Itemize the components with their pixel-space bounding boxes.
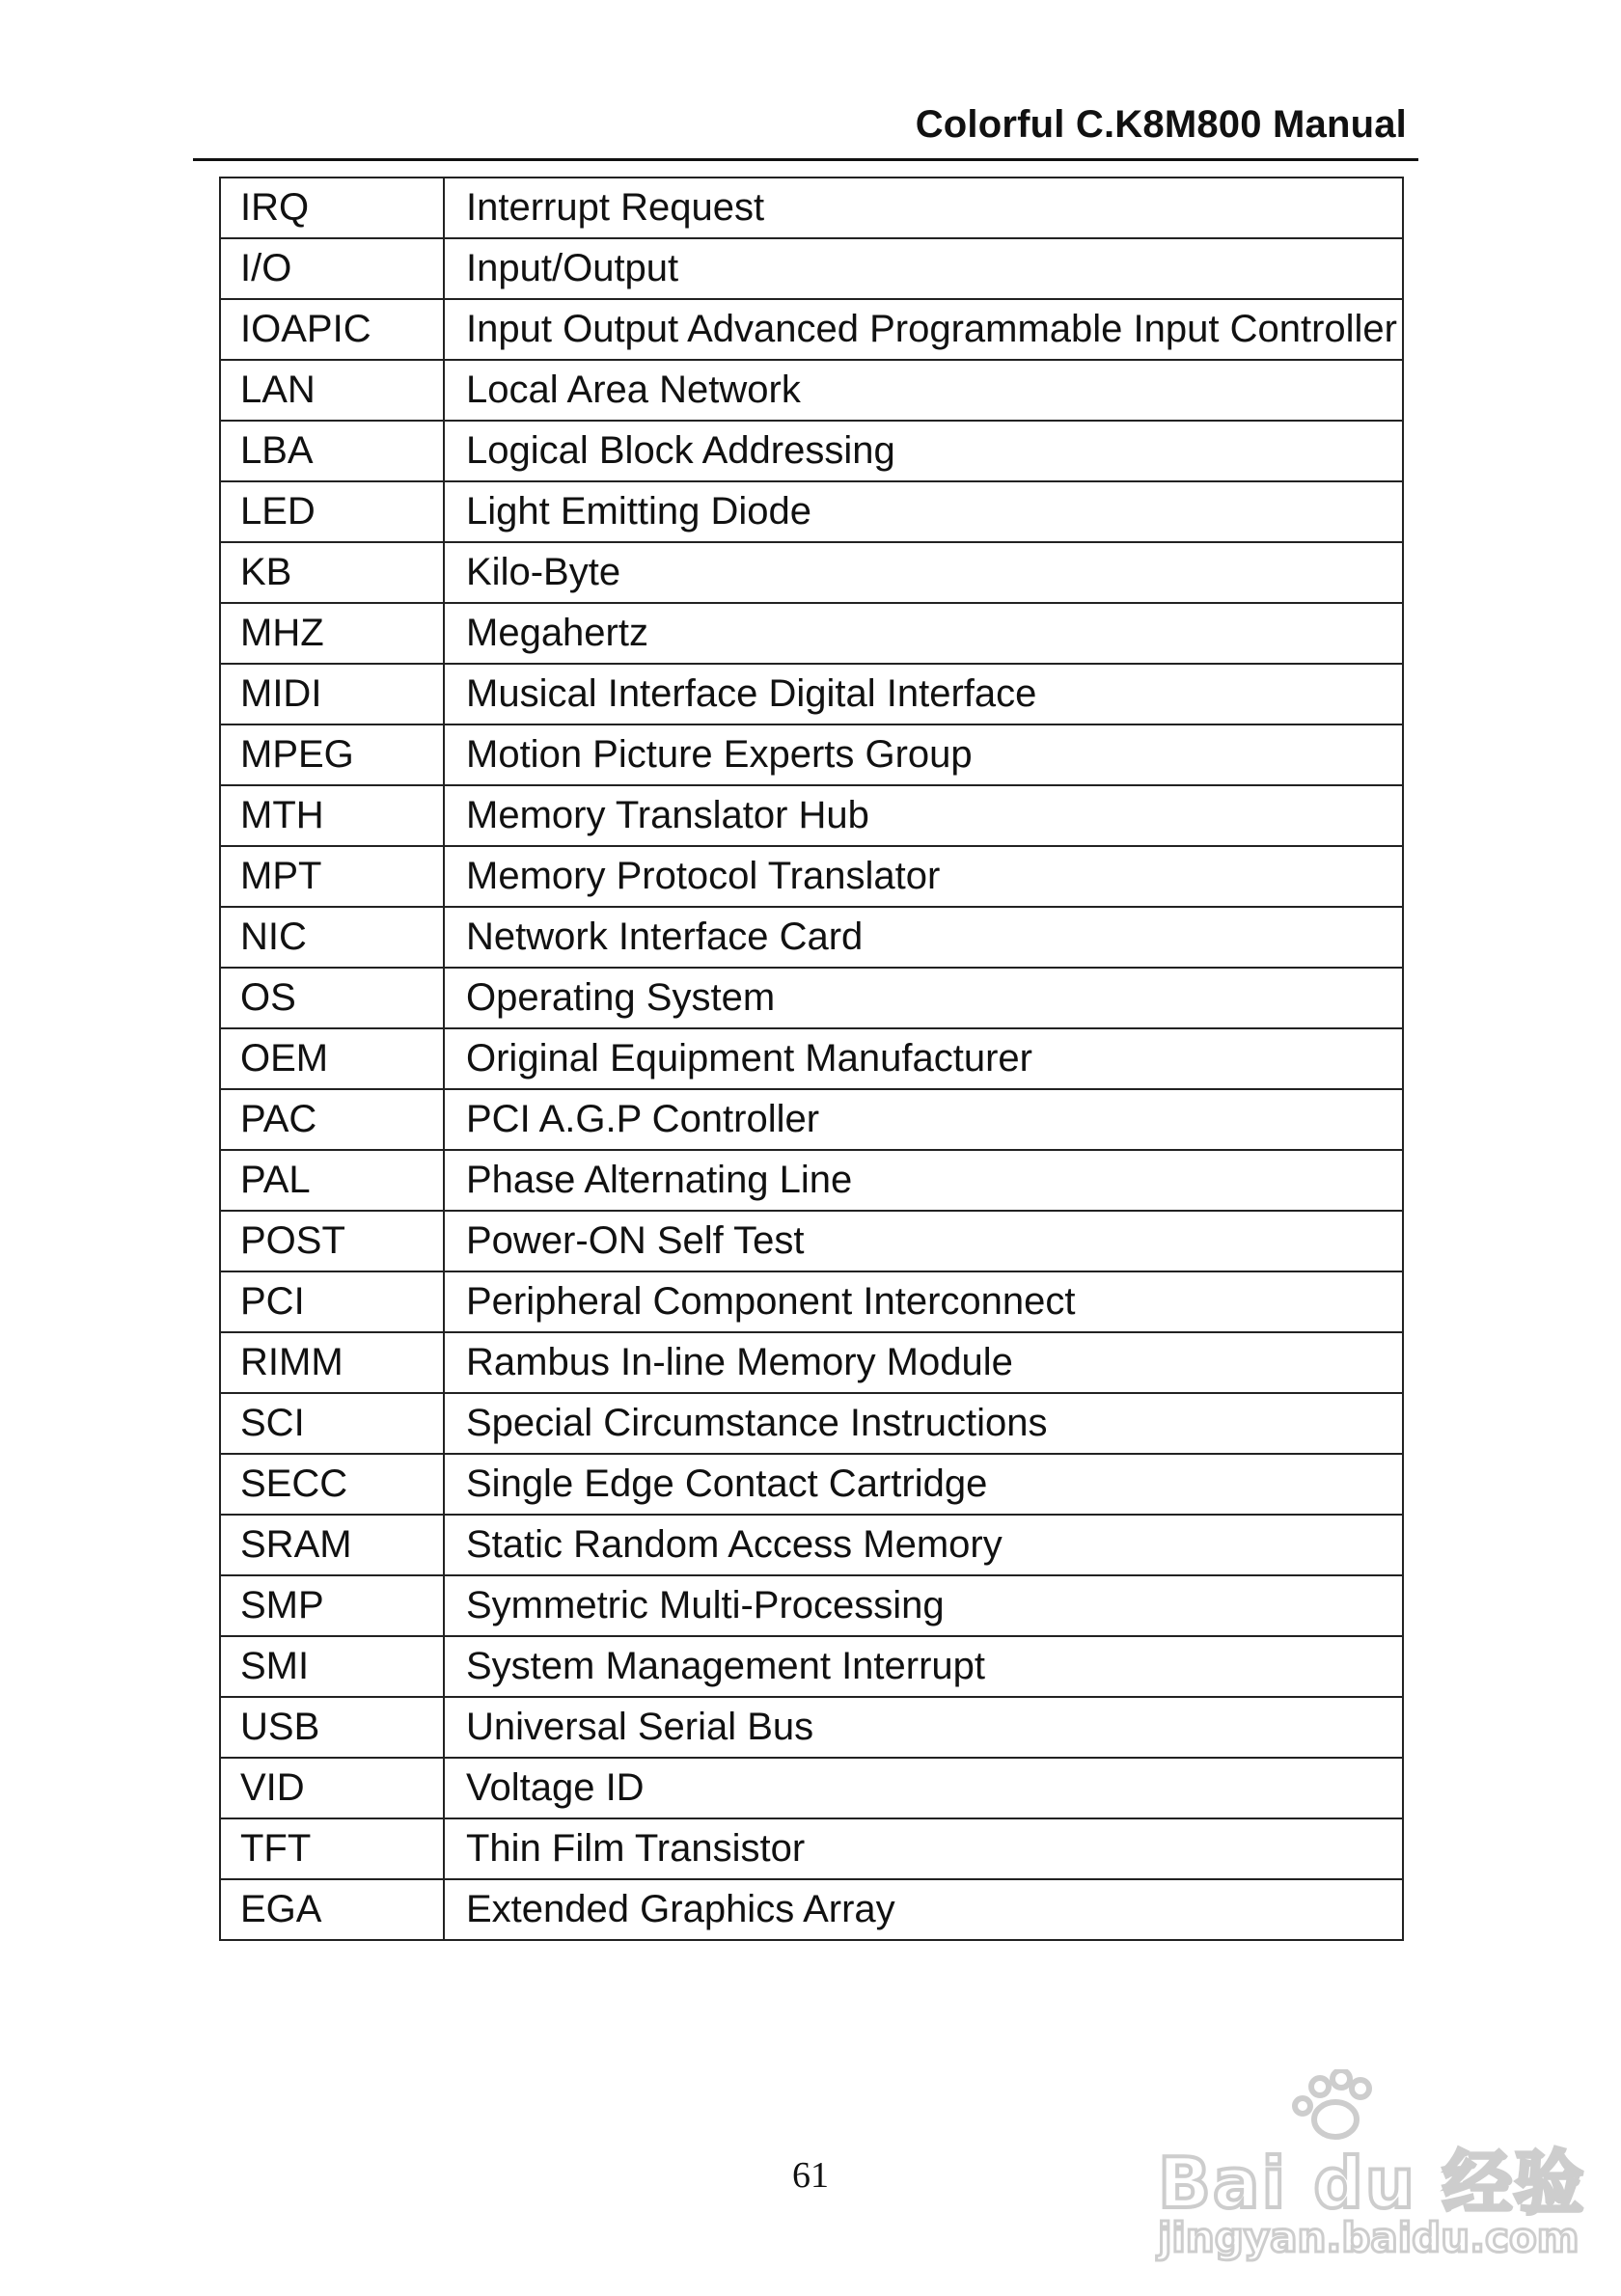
abbreviation-definition: Single Edge Contact Cartridge: [444, 1454, 1403, 1515]
abbreviation-term: POST: [220, 1211, 444, 1271]
table-row: [220, 1636, 1403, 1697]
abbreviation-definition: Peripheral Component Interconnect: [444, 1271, 1403, 1332]
abbreviation-definition: PCI A.G.P Controller: [444, 1089, 1403, 1150]
abbreviation-term: MHZ: [220, 603, 444, 664]
table-row: [220, 724, 1403, 785]
abbreviation-definition: Interrupt Request: [444, 178, 1403, 238]
watermark-brand-text: Bai du 经验: [1158, 2143, 1586, 2224]
table-row: [220, 664, 1403, 724]
abbreviation-term: OEM: [220, 1028, 444, 1089]
table-row: [220, 1089, 1403, 1150]
abbreviation-term: PAC: [220, 1089, 444, 1150]
abbreviation-term: NIC: [220, 907, 444, 968]
abbreviation-term: SRAM: [220, 1515, 444, 1575]
abbreviation-term: SMI: [220, 1636, 444, 1697]
abbreviation-definition: Extended Graphics Array: [444, 1879, 1403, 1940]
abbreviation-term: SECC: [220, 1454, 444, 1515]
table-row: [220, 968, 1403, 1028]
abbreviation-definition: Kilo-Byte: [444, 542, 1403, 603]
abbreviation-term: SMP: [220, 1575, 444, 1636]
table-row: [220, 238, 1403, 299]
abbreviation-definition: Phase Alternating Line: [444, 1150, 1403, 1211]
abbreviation-term: EGA: [220, 1879, 444, 1940]
table-row: [220, 1393, 1403, 1454]
abbreviation-definition: Motion Picture Experts Group: [444, 724, 1403, 785]
table-row: [220, 1211, 1403, 1271]
table-row: [220, 907, 1403, 968]
abbreviation-term: LED: [220, 481, 444, 542]
abbreviation-definition: Input/Output: [444, 238, 1403, 299]
page-number: 61: [792, 2155, 829, 2196]
abbreviation-definition: Thin Film Transistor: [444, 1818, 1403, 1879]
table-row: [220, 1332, 1403, 1393]
table-row: [220, 1271, 1403, 1332]
table-row: [220, 360, 1403, 421]
table-row: [220, 1028, 1403, 1089]
abbreviation-definition: Rambus In-line Memory Module: [444, 1332, 1403, 1393]
abbreviation-definition: Symmetric Multi-Processing: [444, 1575, 1403, 1636]
abbreviation-term: LAN: [220, 360, 444, 421]
table-row: [220, 1454, 1403, 1515]
table-row: [220, 846, 1403, 907]
abbreviation-definition: System Management Interrupt: [444, 1636, 1403, 1697]
abbreviation-definition: Input Output Advanced Programmable Input Controller: [444, 299, 1403, 360]
table-row: [220, 785, 1403, 846]
abbreviation-table: [219, 177, 1404, 1941]
abbreviation-definition: Logical Block Addressing: [444, 421, 1403, 481]
table-row: [220, 1758, 1403, 1818]
abbreviation-term: RIMM: [220, 1332, 444, 1393]
abbreviation-term: VID: [220, 1758, 444, 1818]
abbreviation-definition: Power-ON Self Test: [444, 1211, 1403, 1271]
header-divider: [193, 158, 1418, 161]
table-row: [220, 542, 1403, 603]
abbreviation-term: OS: [220, 968, 444, 1028]
table-row: [220, 1697, 1403, 1758]
abbreviation-definition: Network Interface Card: [444, 907, 1403, 968]
table-row: [220, 1879, 1403, 1940]
abbreviation-term: IOAPIC: [220, 299, 444, 360]
abbreviation-term: PCI: [220, 1271, 444, 1332]
watermark-url-text: jingyan.baidu.com: [1158, 2214, 1580, 2261]
abbreviation-term: USB: [220, 1697, 444, 1758]
abbreviation-term: PAL: [220, 1150, 444, 1211]
abbreviation-definition: Universal Serial Bus: [444, 1697, 1403, 1758]
abbreviation-term: SCI: [220, 1393, 444, 1454]
abbreviation-term: TFT: [220, 1818, 444, 1879]
table-row: [220, 299, 1403, 360]
abbreviation-term: MPT: [220, 846, 444, 907]
table-row: [220, 1575, 1403, 1636]
table-row: [220, 178, 1403, 238]
table-row: [220, 1150, 1403, 1211]
table-row: [220, 1515, 1403, 1575]
abbreviation-term: IRQ: [220, 178, 444, 238]
table-row: [220, 421, 1403, 481]
abbreviation-definition: Megahertz: [444, 603, 1403, 664]
table-row: [220, 1818, 1403, 1879]
abbreviation-definition: Original Equipment Manufacturer: [444, 1028, 1403, 1089]
baidu-watermark: [1158, 2069, 1586, 2262]
abbreviation-definition: Static Random Access Memory: [444, 1515, 1403, 1575]
abbreviation-definition: Memory Translator Hub: [444, 785, 1403, 846]
abbreviation-definition: Local Area Network: [444, 360, 1403, 421]
abbreviation-term: MTH: [220, 785, 444, 846]
manual-title: Colorful C.K8M800 Manual: [915, 103, 1407, 146]
abbreviation-term: I/O: [220, 238, 444, 299]
abbreviation-term: MIDI: [220, 664, 444, 724]
abbreviation-term: MPEG: [220, 724, 444, 785]
table-row: [220, 603, 1403, 664]
table-row: [220, 481, 1403, 542]
abbreviation-definition: Light Emitting Diode: [444, 481, 1403, 542]
abbreviation-definition: Musical Interface Digital Interface: [444, 664, 1403, 724]
abbreviation-definition: Special Circumstance Instructions: [444, 1393, 1403, 1454]
abbreviation-definition: Operating System: [444, 968, 1403, 1028]
abbreviation-term: KB: [220, 542, 444, 603]
abbreviation-term: LBA: [220, 421, 444, 481]
abbreviation-definition: Memory Protocol Translator: [444, 846, 1403, 907]
abbreviation-table-body: [220, 178, 1403, 1940]
abbreviation-definition: Voltage ID: [444, 1758, 1403, 1818]
